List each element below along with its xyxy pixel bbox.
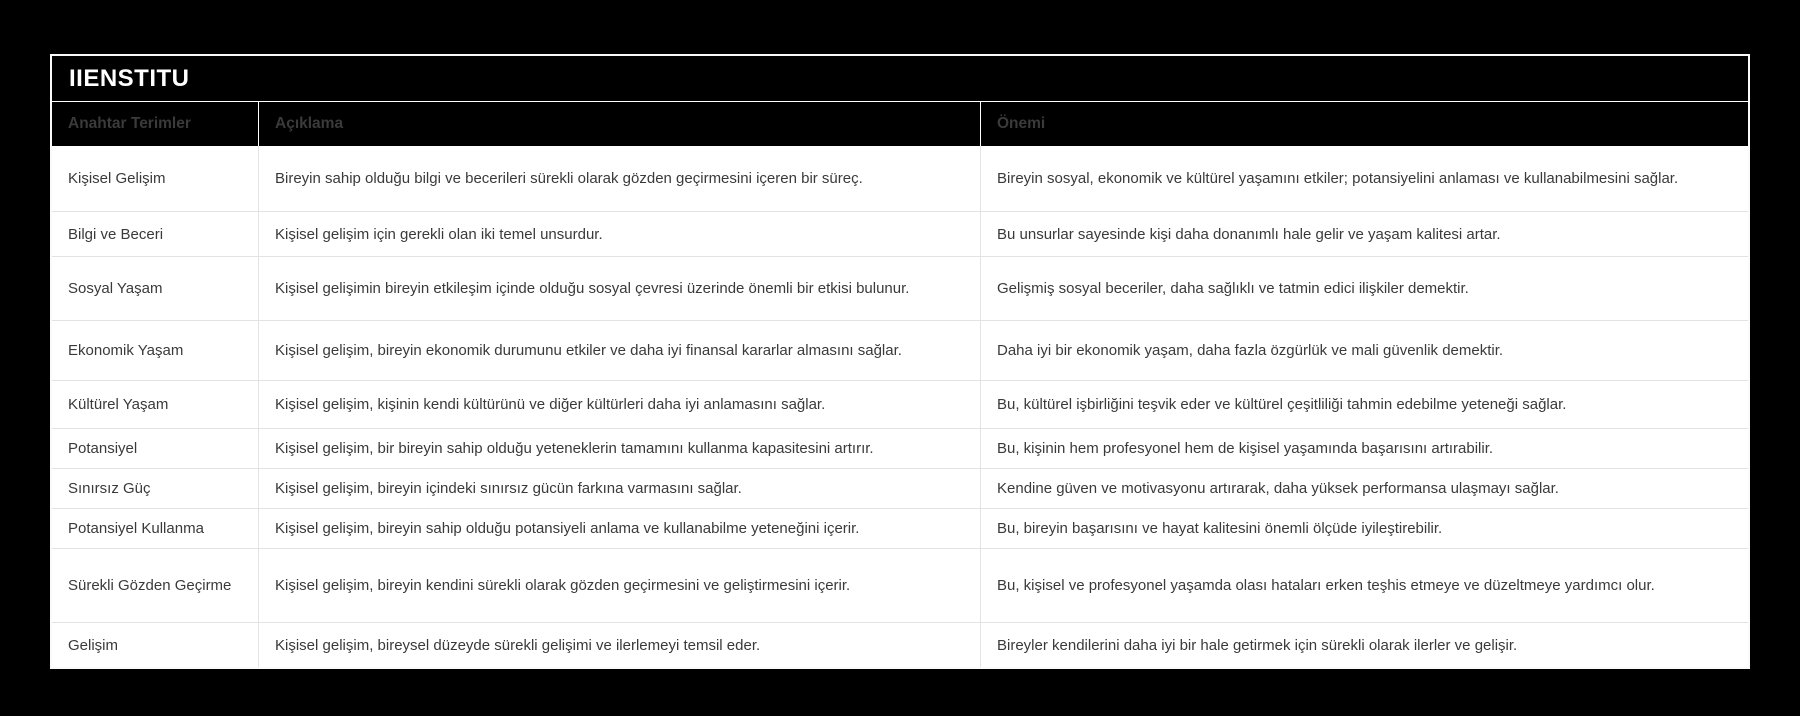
- term-cell: Sürekli Gözden Geçirme: [68, 577, 232, 594]
- importance-cell: Bu, kültürel işbirliğini teşvik eder ve kültürel çeşitliliği tahmin edebilme yeteneği sağlar.: [980, 381, 1748, 428]
- term-cell: Kişisel Gelişim: [68, 170, 166, 187]
- title-bar: [52, 56, 1748, 102]
- importance-cell: Gelişmiş sosyal beceriler, daha sağlıklı ve tatmin edici ilişkiler demektir.: [980, 257, 1748, 320]
- term-cell: Ekonomik Yaşam: [68, 342, 184, 359]
- column-header-term: Anahtar Terimler: [68, 115, 191, 133]
- table-row: [52, 509, 1748, 549]
- importance-cell: Bu, kişisel ve profesyonel yaşamda olası hataları erken teşhis etmeye ve düzeltmeye yardımcı olur.: [980, 549, 1748, 622]
- importance-cell: Bireyler kendilerini daha iyi bir hale getirmek için sürekli olarak ilerler ve gelişir.: [980, 623, 1748, 667]
- importance-cell: Bu, kişinin hem profesyonel hem de kişisel yaşamında başarısını artırabilir.: [980, 429, 1748, 468]
- description-cell: Kişisel gelişim, bireyin ekonomik durumunu etkiler ve daha iyi finansal kararlar almasını sağlar.: [258, 321, 980, 380]
- table-row: [52, 469, 1748, 509]
- column-header-description: Açıklama: [258, 102, 980, 146]
- content-card: [50, 54, 1750, 669]
- importance-cell: Bu unsurlar sayesinde kişi daha donanımlı hale gelir ve yaşam kalitesi artar.: [980, 212, 1748, 256]
- description-cell: Kişisel gelişim, bir bireyin sahip olduğu yeteneklerin tamamını kullanma kapasitesini artırır.: [258, 429, 980, 468]
- description-cell: Kişisel gelişim, bireyin sahip olduğu potansiyeli anlama ve kullanabilme yeteneğini içerir.: [258, 509, 980, 548]
- term-cell: Sınırsız Güç: [68, 480, 151, 497]
- description-cell: Kişisel gelişim için gerekli olan iki temel unsurdur.: [258, 212, 980, 256]
- table-header-row: [52, 102, 1748, 146]
- description-cell: Kişisel gelişim, bireyin içindeki sınırsız gücün farkına varmasını sağlar.: [258, 469, 980, 508]
- term-cell: Potansiyel: [68, 440, 138, 457]
- term-cell: Sosyal Yaşam: [68, 280, 163, 297]
- term-cell: Potansiyel Kullanma: [68, 520, 204, 537]
- table-row: [52, 257, 1748, 321]
- term-cell: Kültürel Yaşam: [68, 396, 169, 413]
- description-cell: Kişisel gelişim, bireyin kendini sürekli olarak gözden geçirmesini ve geliştirmesini içerir.: [258, 549, 980, 622]
- table-row: [52, 429, 1748, 469]
- column-header-importance: Önemi: [980, 102, 1748, 146]
- importance-cell: Bu, bireyin başarısını ve hayat kalitesini önemli ölçüde iyileştirebilir.: [980, 509, 1748, 548]
- term-cell: Bilgi ve Beceri: [68, 225, 164, 243]
- description-cell: Kişisel gelişim, kişinin kendi kültürünü ve diğer kültürleri daha iyi anlamasını sağlar.: [258, 381, 980, 428]
- table-row: [52, 623, 1748, 667]
- description-cell: Kişisel gelişimin bireyin etkileşim içinde olduğu sosyal çevresi üzerinde önemli bir etkisi bulunur.: [258, 257, 980, 320]
- table-row: [52, 321, 1748, 381]
- table-row: [52, 549, 1748, 623]
- table-row: [52, 381, 1748, 429]
- term-cell: Gelişim: [68, 636, 119, 654]
- table-row: [52, 146, 1748, 212]
- importance-cell: Daha iyi bir ekonomik yaşam, daha fazla özgürlük ve mali güvenlik demektir.: [980, 321, 1748, 380]
- description-cell: Kişisel gelişim, bireysel düzeyde sürekli gelişimi ve ilerlemeyi temsil eder.: [258, 623, 980, 667]
- description-cell: Bireyin sahip olduğu bilgi ve becerileri sürekli olarak gözden geçirmesini içeren bir süreç.: [258, 146, 980, 211]
- importance-cell: Bireyin sosyal, ekonomik ve kültürel yaşamını etkiler; potansiyelini anlaması ve kullanabilmesini sağlar.: [980, 146, 1748, 211]
- importance-cell: Kendine güven ve motivasyonu artırarak, daha yüksek performansa ulaşmayı sağlar.: [980, 469, 1748, 508]
- table-row: [52, 212, 1748, 257]
- table-body: [52, 146, 1748, 667]
- brand-title: IIENSTITU: [69, 64, 190, 92]
